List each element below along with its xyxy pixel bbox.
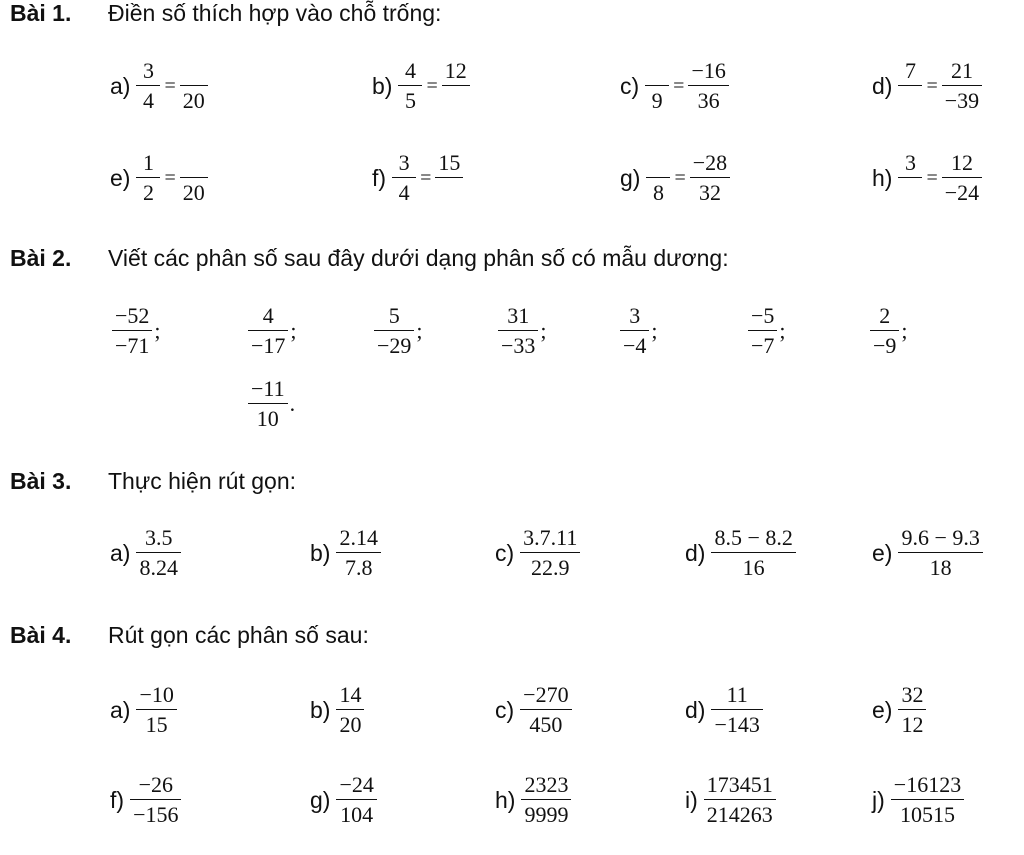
numerator: −16123 — [893, 772, 962, 797]
equals-sign: = — [164, 166, 176, 189]
denominator: 214263 — [706, 802, 773, 827]
fraction-right — [688, 60, 728, 112]
item-label: g) — [310, 786, 331, 813]
numerator: 5 — [388, 303, 400, 328]
numerator: 32 — [901, 682, 924, 707]
denominator — [898, 178, 922, 204]
denominator: 9 — [651, 88, 663, 113]
bai1-item-e — [110, 152, 208, 204]
denominator: 450 — [529, 712, 563, 737]
fraction — [711, 527, 795, 579]
fraction-right — [435, 152, 463, 204]
denominator: 4 — [398, 180, 410, 205]
equals-sign: = — [674, 166, 686, 189]
denominator: −4 — [623, 333, 647, 358]
denominator: 20 — [339, 712, 362, 737]
denominator: −24 — [944, 180, 980, 205]
numerator: 173451 — [706, 772, 773, 797]
denominator: 10515 — [899, 802, 955, 827]
fraction-left — [136, 60, 160, 112]
numerator: 12 — [950, 150, 973, 175]
denominator: 20 — [182, 180, 205, 205]
bai3-item-d — [685, 527, 796, 579]
item-label: c) — [495, 539, 515, 566]
item-label: h) — [872, 164, 893, 191]
fraction — [112, 305, 152, 357]
denominator — [437, 178, 461, 204]
fraction-left — [392, 152, 416, 204]
bai2-item-7 — [870, 305, 908, 357]
fraction-left — [398, 60, 422, 112]
denominator: −7 — [751, 333, 775, 358]
fraction-left — [646, 152, 670, 204]
bai4-number: Bài 4. — [10, 622, 72, 648]
numerator: 2.14 — [339, 525, 378, 550]
fraction — [520, 684, 571, 736]
numerator: 21 — [950, 58, 973, 83]
separator: ; — [901, 318, 908, 343]
bai3-item-c — [495, 527, 580, 579]
bai4-item-g — [310, 774, 377, 826]
numerator: 3.7.11 — [523, 525, 578, 550]
bai2-item-4 — [498, 305, 547, 357]
separator: ; — [154, 318, 161, 343]
bai3-heading — [10, 468, 296, 495]
denominator: −39 — [944, 88, 980, 113]
numerator: 3 — [629, 303, 641, 328]
denominator: 7.8 — [344, 555, 373, 580]
separator: ; — [540, 318, 547, 343]
bai1-item-d — [872, 60, 982, 112]
numerator: −10 — [139, 682, 174, 707]
bai1-number: Bài 1. — [10, 0, 72, 26]
fraction — [498, 305, 538, 357]
fraction — [136, 527, 181, 579]
denominator: 104 — [340, 802, 374, 827]
bai2-item-2 — [248, 305, 297, 357]
bai3-instruction: Thực hiện rút gọn: — [108, 468, 296, 494]
bai4-heading — [10, 622, 369, 649]
bai3-item-a — [110, 527, 181, 579]
item-label: d) — [872, 72, 893, 99]
denominator: −156 — [133, 802, 179, 827]
item-label: g) — [620, 164, 641, 191]
denominator: 20 — [182, 88, 205, 113]
numerator — [182, 152, 206, 177]
separator: . — [289, 391, 296, 416]
denominator: 4 — [142, 88, 154, 113]
denominator: 8.24 — [139, 555, 178, 580]
fraction — [136, 684, 176, 736]
denominator: 36 — [697, 88, 720, 113]
numerator: 7 — [904, 58, 916, 83]
item-label: e) — [872, 539, 893, 566]
bai4-item-a — [110, 684, 177, 736]
item-label: b) — [310, 539, 331, 566]
denominator: 12 — [901, 712, 924, 737]
fraction — [336, 774, 376, 826]
denominator: −33 — [501, 333, 536, 358]
bai1-instruction: Điền số thích hợp vào chỗ trống: — [108, 0, 442, 26]
bai4-item-i — [685, 774, 776, 826]
separator: ; — [290, 318, 297, 343]
bai2-item-8 — [248, 378, 295, 430]
numerator: 3 — [142, 58, 154, 83]
bai2-item-1 — [112, 305, 161, 357]
fraction — [130, 774, 181, 826]
numerator: −16 — [691, 58, 726, 83]
separator: ; — [651, 318, 658, 343]
numerator: 4 — [404, 58, 416, 83]
numerator: 2 — [879, 303, 891, 328]
fraction-left — [898, 60, 922, 112]
equals-sign: = — [926, 74, 938, 97]
equals-sign: = — [926, 166, 938, 189]
denominator — [444, 86, 468, 112]
item-label: j) — [872, 786, 885, 813]
bai3-item-e — [872, 527, 983, 579]
numerator: −11 — [251, 376, 285, 401]
numerator: −52 — [115, 303, 150, 328]
fraction — [898, 527, 982, 579]
item-label: a) — [110, 696, 131, 723]
denominator: −71 — [115, 333, 150, 358]
numerator — [646, 152, 670, 177]
bai2-instruction: Viết các phân số sau đây dưới dạng phân số có mẫu dương: — [108, 245, 729, 271]
numerator: 15 — [438, 150, 461, 175]
fraction — [870, 305, 899, 357]
bai4-item-f — [110, 774, 181, 826]
fraction-left — [645, 60, 669, 112]
fraction-right — [180, 60, 208, 112]
bai1-item-a — [110, 60, 208, 112]
denominator: 5 — [404, 88, 416, 113]
separator: ; — [779, 318, 786, 343]
item-label: e) — [872, 696, 893, 723]
fraction-left — [136, 152, 160, 204]
numerator: −24 — [339, 772, 374, 797]
denominator: −143 — [714, 712, 760, 737]
numerator: 4 — [262, 303, 274, 328]
denominator: 2 — [142, 180, 154, 205]
fraction — [374, 305, 414, 357]
fraction-right — [442, 60, 470, 112]
denominator: 22.9 — [531, 555, 570, 580]
numerator: 14 — [339, 682, 362, 707]
denominator: 32 — [698, 180, 721, 205]
fraction — [898, 684, 926, 736]
denominator: −29 — [377, 333, 412, 358]
bai3-number: Bài 3. — [10, 468, 72, 494]
item-label: b) — [372, 72, 393, 99]
equals-sign: = — [426, 74, 438, 97]
numerator: 1 — [142, 150, 154, 175]
numerator — [182, 60, 206, 85]
denominator — [898, 86, 922, 112]
item-label: c) — [620, 72, 640, 99]
bai4-item-b — [310, 684, 364, 736]
item-label: e) — [110, 164, 131, 191]
bai4-instruction: Rút gọn các phân số sau: — [108, 622, 369, 648]
equals-sign: = — [164, 74, 176, 97]
bai1-item-c — [620, 60, 729, 112]
bai4-item-d — [685, 684, 763, 736]
fraction — [620, 305, 649, 357]
separator: ; — [416, 318, 423, 343]
fraction — [748, 305, 777, 357]
numerator: 3 — [398, 150, 410, 175]
numerator: 3 — [904, 150, 916, 175]
bai4-item-j — [872, 774, 964, 826]
item-label: f) — [110, 786, 125, 813]
fraction — [711, 684, 762, 736]
item-label: f) — [372, 164, 387, 191]
item-label: h) — [495, 786, 516, 813]
item-label: a) — [110, 539, 131, 566]
fraction — [336, 684, 364, 736]
bai4-item-h — [495, 774, 571, 826]
fraction — [248, 378, 288, 430]
denominator: 10 — [256, 406, 279, 431]
bai2-number: Bài 2. — [10, 245, 72, 271]
numerator: 11 — [726, 682, 748, 707]
bai2-item-3 — [374, 305, 423, 357]
denominator: −17 — [251, 333, 286, 358]
numerator: −5 — [751, 303, 775, 328]
fraction-left — [898, 152, 922, 204]
item-label: d) — [685, 539, 706, 566]
numerator: 3.5 — [144, 525, 173, 550]
fraction-right — [690, 152, 730, 204]
fraction — [521, 774, 571, 826]
bai4-item-c — [495, 684, 572, 736]
bai1-item-b — [372, 60, 470, 112]
denominator: 15 — [145, 712, 168, 737]
numerator: 8.5 − 8.2 — [714, 525, 793, 550]
fraction-right — [942, 152, 982, 204]
item-label: b) — [310, 696, 331, 723]
item-label: a) — [110, 72, 131, 99]
denominator: −9 — [873, 333, 897, 358]
bai1-item-f — [372, 152, 463, 204]
denominator: 18 — [929, 555, 952, 580]
equals-sign: = — [420, 166, 432, 189]
bai1-item-g — [620, 152, 730, 204]
denominator: 16 — [742, 555, 765, 580]
numerator: 12 — [444, 58, 467, 83]
item-label: c) — [495, 696, 515, 723]
bai2-item-5 — [620, 305, 658, 357]
numerator: −28 — [692, 150, 728, 175]
item-label: d) — [685, 696, 706, 723]
bai2-heading — [10, 245, 729, 272]
fraction — [248, 305, 288, 357]
fraction — [891, 774, 964, 826]
fraction — [336, 527, 381, 579]
fraction-right — [180, 152, 208, 204]
denominator: 8 — [652, 180, 664, 205]
numerator: 2323 — [524, 772, 569, 797]
bai1-item-h — [872, 152, 982, 204]
numerator: 9.6 − 9.3 — [901, 525, 980, 550]
fraction-right — [942, 60, 982, 112]
bai1-heading — [10, 0, 441, 27]
bai4-item-e — [872, 684, 926, 736]
equals-sign: = — [673, 74, 685, 97]
fraction — [520, 527, 580, 579]
bai3-item-b — [310, 527, 381, 579]
numerator: −26 — [138, 772, 173, 797]
denominator: 9999 — [524, 802, 569, 827]
fraction — [704, 774, 776, 826]
bai2-item-6 — [748, 305, 786, 357]
item-label: i) — [685, 786, 698, 813]
numerator: 31 — [507, 303, 530, 328]
numerator: −270 — [523, 682, 569, 707]
numerator — [645, 60, 669, 85]
